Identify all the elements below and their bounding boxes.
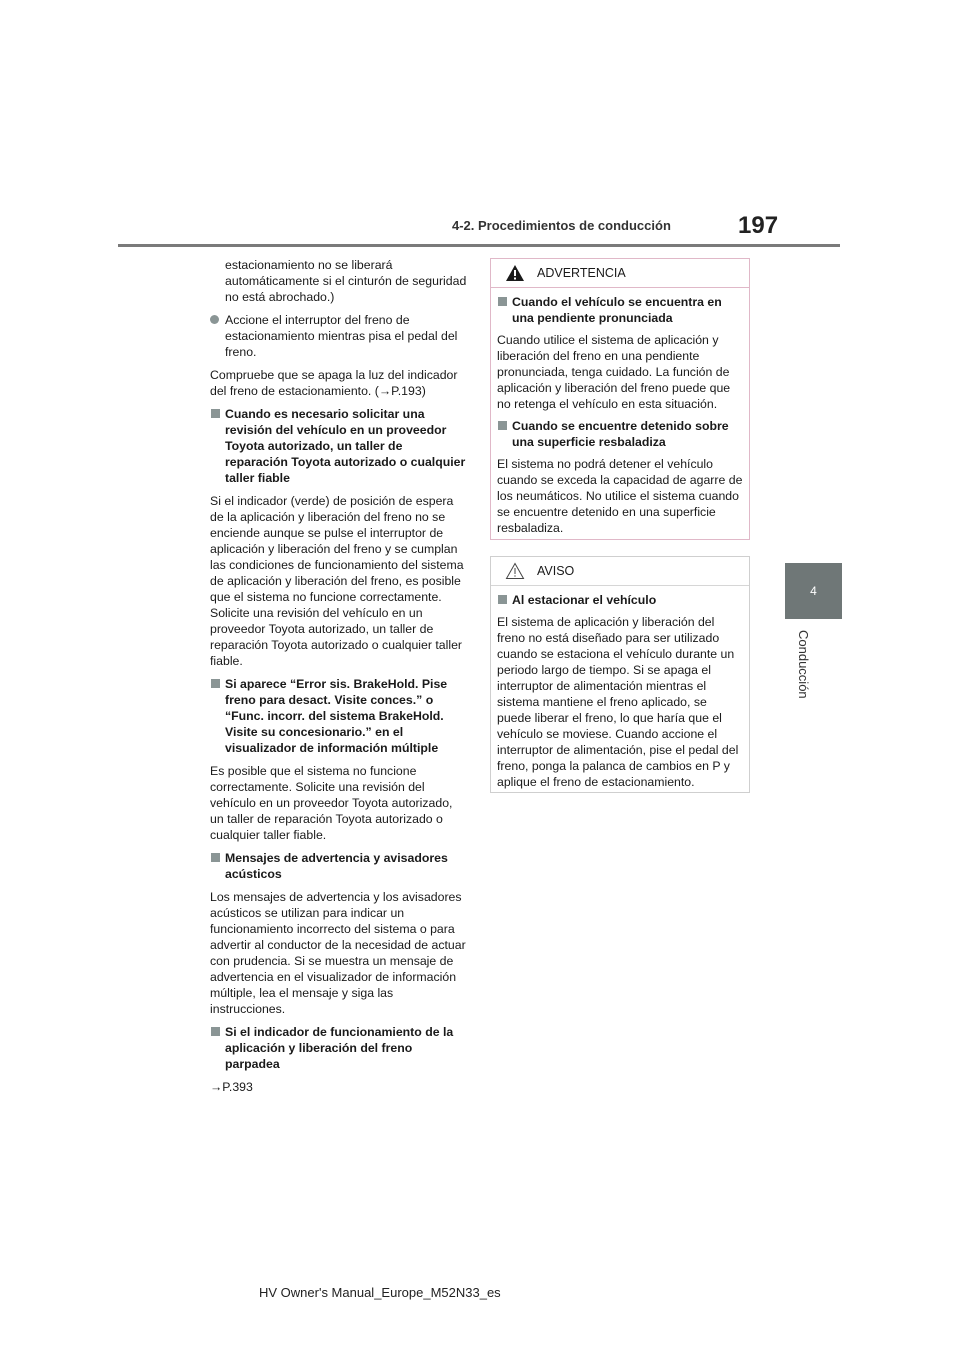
square-bullet-icon xyxy=(498,421,507,430)
page-reference: →P.393 xyxy=(210,1080,253,1094)
warning-heading: Cuando el vehículo se encuentra en una pendiente pronunciada xyxy=(497,294,743,326)
notice-label: AVISO xyxy=(537,564,575,578)
section-title: 4-2. Procedimientos de conducción xyxy=(452,218,671,233)
continued-text: estacionamiento no se liberará automáticamente si el cinturón de seguridad no está abrochado.) xyxy=(225,258,467,304)
page-number: 197 xyxy=(738,212,779,239)
warning-body: Cuando utilice el sistema de aplicación y liberación del freno en una pendiente pronunciada, tenga cuidado. La función de aplicación y liberación del freno puede que no retenga el vehículo en esta situación. xyxy=(497,333,731,411)
square-bullet-icon xyxy=(498,595,507,604)
chapter-tab xyxy=(785,563,842,619)
square-bullet-icon xyxy=(211,1027,220,1036)
warning-box xyxy=(490,258,750,540)
square-bullet-icon xyxy=(211,853,220,862)
square-bullet-icon xyxy=(211,409,220,418)
section-heading: Mensajes de advertencia y avisadores acústicos xyxy=(210,850,468,882)
warning-box-header xyxy=(491,259,749,288)
warning-triangle-icon xyxy=(505,264,525,282)
notice-body: El sistema de aplicación y liberación del freno no está diseñado para ser utilizado cuando se estaciona el vehículo durante un periodo largo de tiempo. Si se apaga el interruptor de alimentación mientras el sistema mantiene el freno aplicado, se puede liberar el freno, lo que haría que el vehículo se moviese. Cuando accione el interruptor de alimentación, pise el pedal del freno, ponga la palanca de cambios en P y aplique el freno de estacionamiento. xyxy=(497,615,739,789)
section-body: Los mensajes de advertencia y los avisadores acústicos se utilizan para indicar un funcionamiento incorrecto del sistema o para advertir al conductor de la necesidad de actuar con prudencia. Si se muestra un mensaje de advertencia en el visualizador de información múltiple, lea el mensaje y siga las instrucciones. xyxy=(210,890,466,1016)
header-rule xyxy=(118,244,840,247)
chapter-label: Conducción xyxy=(796,630,811,699)
notice-box-header xyxy=(491,557,749,586)
footer-text: HV Owner's Manual_Europe_M52N33_es xyxy=(259,1285,501,1300)
warning-box-body xyxy=(491,288,749,536)
section-body: Si el indicador (verde) de posición de espera de la aplicación y liberación del freno no se enciende aunque se pulse el interruptor de aplicación y liberación del freno y se cumplan las condiciones de funcionamiento del sistema de aplicación y liberación del freno, es posible que el sistema no funcione correctamente. Solicite una revisión del vehículo en un proveedor Toyota autorizado, un taller de reparación Toyota autorizado o cualquier taller fiable. xyxy=(210,494,464,668)
chapter-number: 4 xyxy=(810,584,817,598)
square-bullet-icon xyxy=(211,679,220,688)
warning-heading: Cuando se encuentre detenido sobre una superficie resbaladiza xyxy=(497,418,743,450)
caution-triangle-icon xyxy=(505,562,525,580)
bullet-text: Accione el interruptor del freno de estacionamiento mientras pisa el pedal del freno. xyxy=(225,313,458,359)
square-bullet-icon xyxy=(498,297,507,306)
warning-label: ADVERTENCIA xyxy=(537,266,626,280)
notice-box xyxy=(490,556,750,793)
bullet-dot-icon xyxy=(210,315,219,324)
notice-box-body xyxy=(491,586,749,790)
section-heading: Si el indicador de funcionamiento de la aplicación y liberación del freno parpadea xyxy=(210,1024,468,1072)
section-heading: Si aparece “Error sis. BrakeHold. Pise freno para desact. Visite conces.” o “Func. incorr. del sistema BrakeHold. Visite su concesionario.” en el visualizador de información múltiple xyxy=(210,676,468,756)
warning-body: El sistema no podrá detener el vehículo cuando se exceda la capacidad de agarre de los neumáticos. No utilice el sistema cuando se encuentre detenido en una superficie resbaladiza. xyxy=(497,457,743,535)
notice-heading: Al estacionar el vehículo xyxy=(497,592,743,608)
check-text: Compruebe que se apaga la luz del indicador del freno de estacionamiento. (→P.193) xyxy=(210,368,458,398)
bullet-paragraph xyxy=(210,312,468,360)
section-body: Es posible que el sistema no funcione correctamente. Solicite una revisión del vehículo en un proveedor Toyota autorizado, un taller de reparación Toyota autorizado o cualquier taller fiable. xyxy=(210,764,453,842)
left-column xyxy=(210,257,468,1102)
section-heading: Cuando es necesario solicitar una revisión del vehículo en un proveedor Toyota autorizado, un taller de reparación Toyota autorizado o cualquier taller fiable xyxy=(210,406,468,486)
